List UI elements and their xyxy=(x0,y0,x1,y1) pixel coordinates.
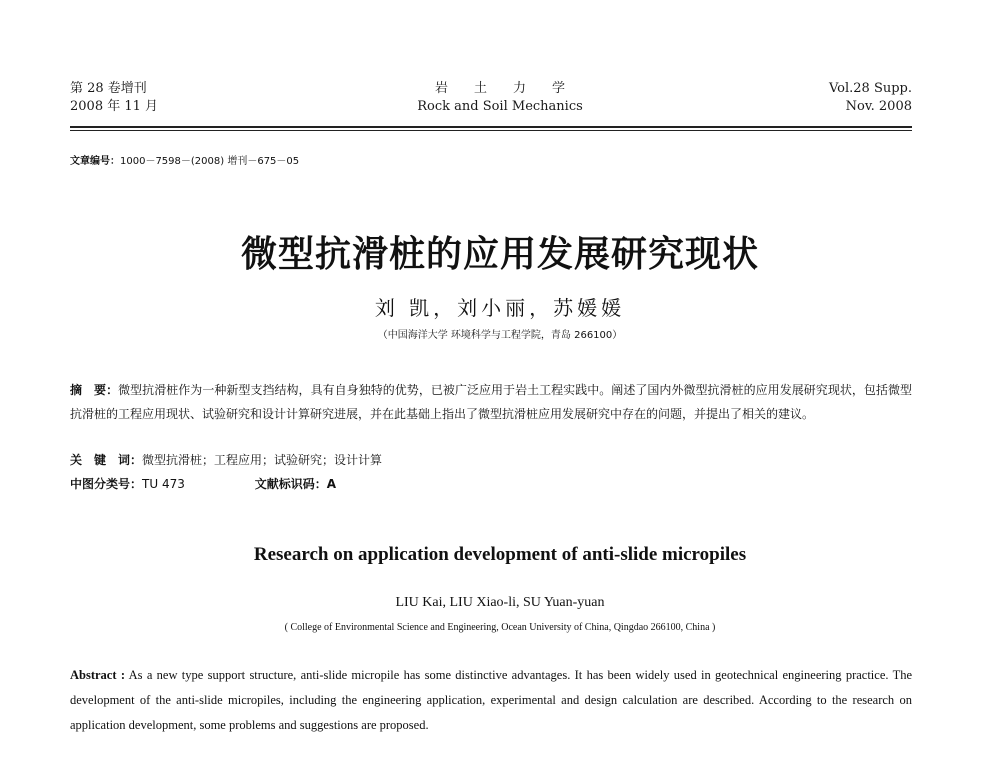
article-number-label: 文章编号： xyxy=(70,156,120,167)
header-right xyxy=(829,80,912,116)
header-center xyxy=(390,80,610,116)
affiliation-cn: （中国海洋大学 环境科学与工程学院，青岛 266100） xyxy=(377,330,623,341)
volume-cn: 第 28 卷增刊 xyxy=(70,81,147,96)
abstract-en-label: Abstract : xyxy=(70,668,125,682)
paper-title-en: Research on application development of anti-slide micropiles xyxy=(253,544,747,565)
journal-name-en: Rock and Soil Mechanics xyxy=(417,99,583,114)
volume-en: Vol.28 Supp. xyxy=(828,81,912,96)
header-rule-thin xyxy=(70,130,912,131)
class-number-value: TU 473 xyxy=(142,477,185,491)
keywords-cn xyxy=(70,450,382,470)
article-number-value: 1000－7598－(2008) 增刊－675－05 xyxy=(120,156,300,167)
abstract-en xyxy=(70,663,912,738)
class-number-label: 中图分类号： xyxy=(70,477,143,491)
abstract-cn-text: 微型抗滑桩作为一种新型支挡结构，具有自身独特的优势，已被广泛应用于岩土工程实践中。阐述了国内外微型抗滑桩的应用发展研究现状，包括微型抗滑桩的工程应用现状、试验研究和设计计算研究进展，并在此基础上指出了微型抗滑桩应用发展研究中存在的问题，并提出了相关的建议。 xyxy=(70,383,912,421)
keywords-cn-text: 微型抗滑桩；工程应用；试验研究；设计计算 xyxy=(142,453,383,467)
article-number xyxy=(70,152,299,167)
paper-title-cn: 微型抗滑桩的应用发展研究现状 xyxy=(240,234,759,275)
abstract-en-text: As a new type support structure, anti-slide micropile has some distinctive advantages. It has been widely used in geotechnical engineering practice. The development of the anti-slide micropiles, including the engineering application, experimental and design calculation are described. According to the research on application development, some problems and suggestions are proposed. xyxy=(70,668,913,732)
affiliation-en: ( College of Environmental Science and Engineering, Ocean University of China, Qingdao 266100, China ) xyxy=(284,622,716,633)
doc-code-label: 文献标识码： xyxy=(254,477,327,491)
keywords-cn-label: 关 键 词： xyxy=(70,453,143,467)
header-left xyxy=(70,80,158,116)
classification-cn xyxy=(70,474,336,494)
doc-code-value: A xyxy=(326,477,336,491)
abstract-cn xyxy=(70,378,912,426)
date-cn: 2008 年 11 月 xyxy=(70,99,159,114)
journal-name-cn: 岩土力学 xyxy=(434,81,591,96)
header-rule-thick xyxy=(70,126,912,128)
date-en: Nov. 2008 xyxy=(845,99,912,114)
authors-cn: 刘 凯，刘小丽，苏媛媛 xyxy=(374,296,626,320)
abstract-cn-label: 摘 要： xyxy=(70,383,119,397)
authors-en: LIU Kai, LIU Xiao-li, SU Yuan-yuan xyxy=(395,595,605,610)
